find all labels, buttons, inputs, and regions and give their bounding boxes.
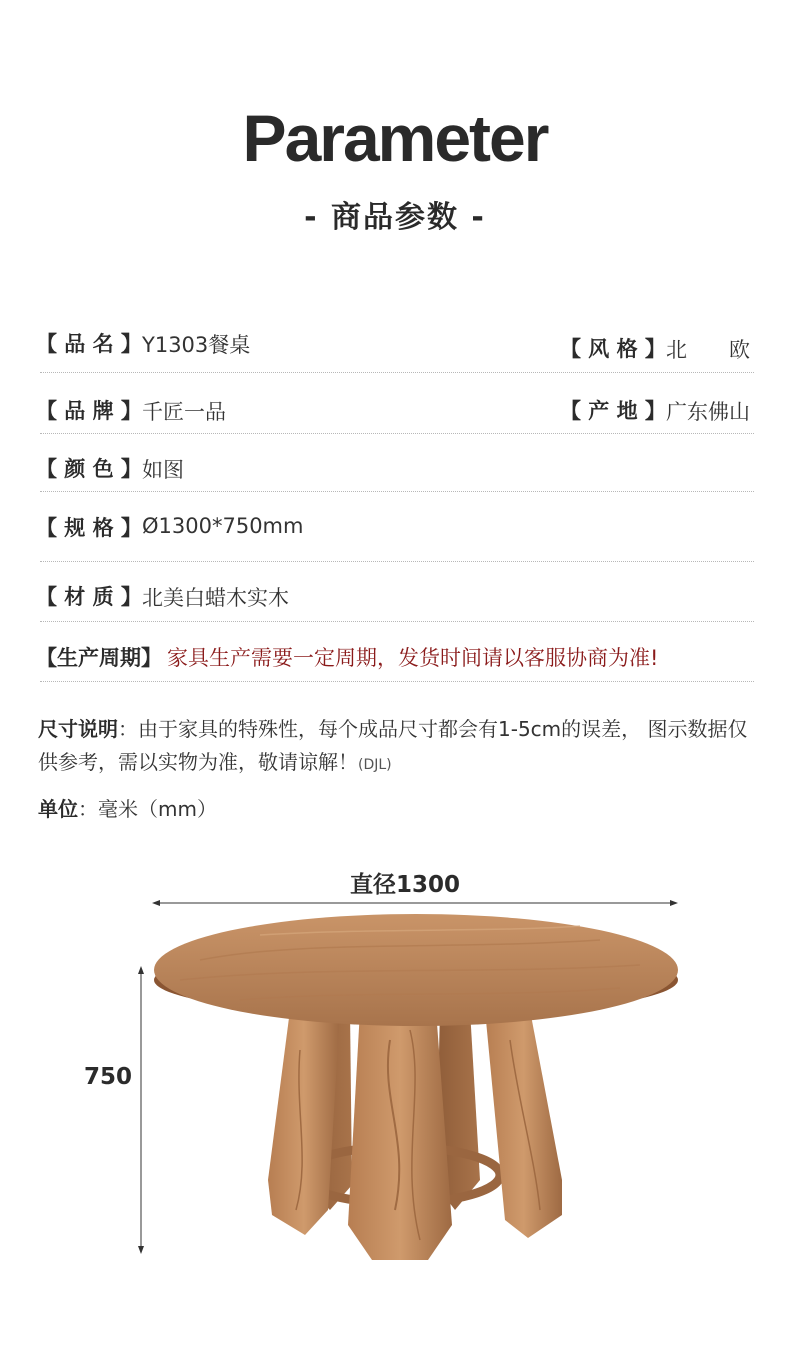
size-note-text: ：由于家具的特殊性，每个成品尺寸都会有1-5cm的误差， 图示数据仅供参考，需以实物为准，敬请谅解！ [38,717,748,774]
size-note-code: (DJL) [358,757,392,773]
spec-material-value: 北美白蜡木实木 [142,586,289,610]
spec-name-value: Y1303餐桌 [142,333,251,357]
spec-cycle-value: 家具生产需要一定周期，发货时间请以客服协商为准! [167,646,659,670]
spec-style-value: 北 欧 [666,338,750,362]
diameter-label: 直径1300 [349,872,460,898]
table-top [154,914,678,1026]
page-subtitle: - 商品参数 - [304,200,486,235]
spec-color-value: 如图 [142,458,184,482]
spec-size-value: Ø1300*750mm [142,514,304,538]
page-title: Parameter [242,101,548,175]
spec-origin-label: 【 产 地 】 [560,399,666,423]
unit-note [38,793,758,826]
width-dimension-arrow [152,900,678,906]
spec-brand-label: 【 品 牌 】 [36,399,142,423]
spec-name-label: 【 品 名 】 [36,332,142,356]
spec-material-label: 【 材 质 】 [36,585,142,609]
spec-origin-value: 广东佛山 [666,400,750,424]
spec-style-label: 【 风 格 】 [560,337,666,361]
spec-brand-value: 千匠一品 [142,400,226,424]
divider [40,561,754,562]
divider [40,433,754,434]
height-label: 750 [84,1064,133,1090]
table-diagram [0,880,790,1300]
height-dimension-arrow [138,966,144,1254]
spec-size-label: 【 规 格 】 [36,516,142,540]
spec-cycle-label: 【生产周期】 [36,646,162,670]
divider [40,491,754,492]
table-legs [268,1010,562,1260]
spec-color-label: 【 颜 色 】 [36,457,142,481]
unit-note-text: ：毫米（mm） [78,797,217,821]
unit-note-label: 单位 [38,797,78,821]
divider [40,372,754,373]
divider [40,621,754,622]
size-note [38,713,758,782]
divider [40,681,754,682]
size-note-label: 尺寸说明 [38,717,118,741]
